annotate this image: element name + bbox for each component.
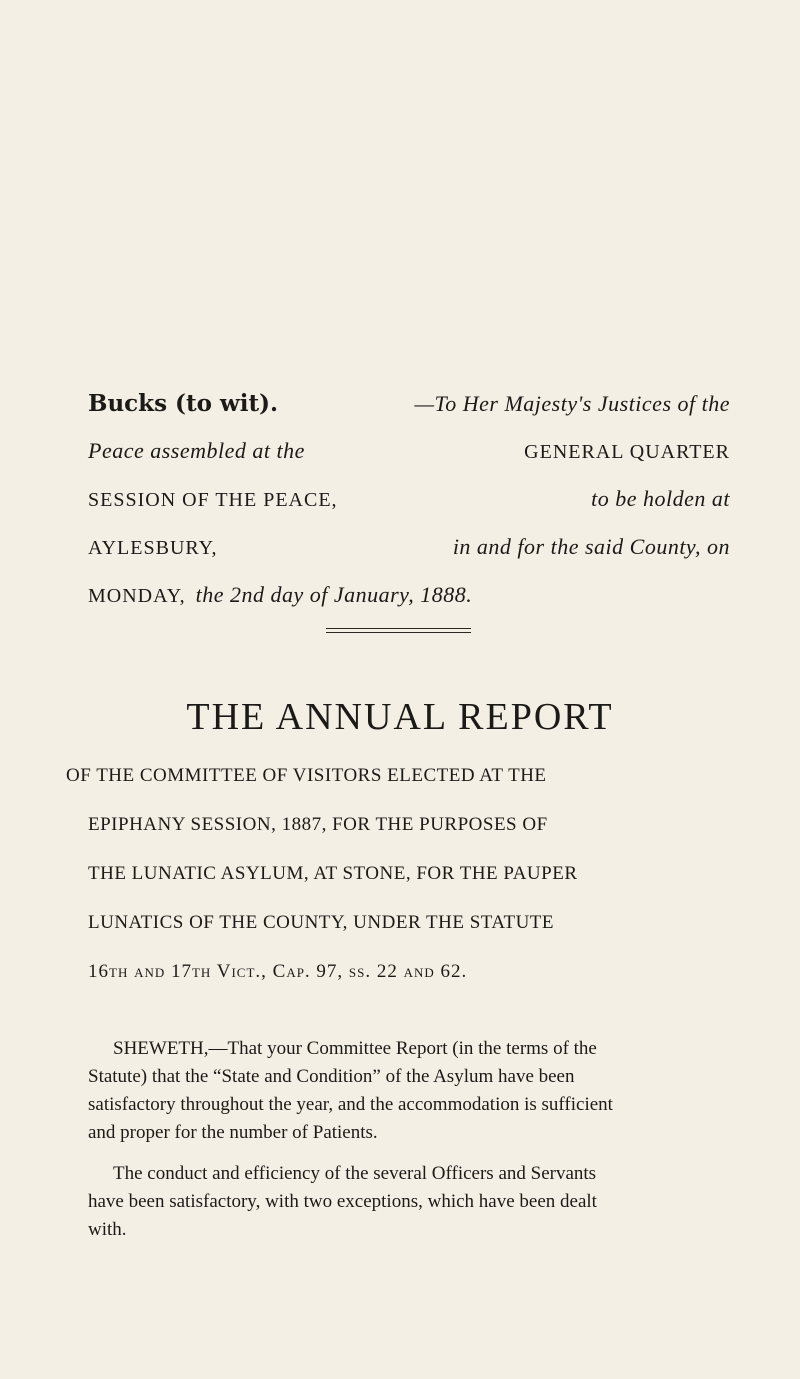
report-subtitle <box>66 765 730 1010</box>
paragraph-line: satisfactory throughout the year, and the accommodation is sufficient <box>88 1094 613 1115</box>
heading-line-5 <box>88 582 730 630</box>
heading-line-3 <box>88 486 730 534</box>
paragraph-line: and proper for the number of Patients. <box>88 1122 378 1143</box>
heading-text: SESSION OF THE PEACE, <box>88 489 338 511</box>
paragraph-line: have been satisfactory, with two exceptions, which have been dealt <box>88 1191 597 1212</box>
heading-line-1 <box>88 390 730 438</box>
county-blackletter: Bucks (to wit). <box>88 390 278 417</box>
paragraph-line: The conduct and efficiency of the several Officers and Servants <box>113 1163 597 1184</box>
heading-text: GENERAL QUARTER <box>524 441 730 463</box>
paragraph-line: Statute) that the “State and Condition” of the Asylum have been <box>88 1066 575 1087</box>
address-heading <box>88 390 730 630</box>
subtitle-line: THE LUNATIC ASYLUM, AT STONE, FOR THE PAUPER <box>88 863 578 884</box>
heading-text: the 2nd day of January, 1888. <box>195 582 473 607</box>
heading-line-4 <box>88 534 730 582</box>
heading-text: in and for the said County, on <box>452 534 730 559</box>
heading-line-2 <box>88 438 730 486</box>
paragraph-conduct <box>88 1160 730 1244</box>
double-rule-divider <box>326 628 471 633</box>
heading-text: to be holden at <box>591 486 730 511</box>
paragraph-sheweth <box>88 1035 730 1147</box>
subtitle-line: 16th and 17th Vict., Cap. 97, ss. 22 and 62. <box>88 961 468 982</box>
subtitle-line: LUNATICS OF THE COUNTY, UNDER THE STATUTE <box>88 912 555 933</box>
heading-text: —To Her Majesty's Justices of the <box>414 391 730 416</box>
paragraph-line: SHEWETH,—That your Committee Report (in the terms of the <box>113 1038 597 1059</box>
subtitle-line: EPIPHANY SESSION, 1887, FOR THE PURPOSES OF <box>88 814 548 835</box>
paragraph-line: with. <box>88 1219 127 1240</box>
heading-text: MONDAY, <box>88 585 186 607</box>
subtitle-line: OF THE COMMITTEE OF VISITORS ELECTED AT THE <box>66 765 547 786</box>
heading-text: Peace assembled at the <box>88 438 305 463</box>
heading-text: AYLESBURY, <box>88 537 218 559</box>
report-title: THE ANNUAL REPORT <box>186 696 614 738</box>
